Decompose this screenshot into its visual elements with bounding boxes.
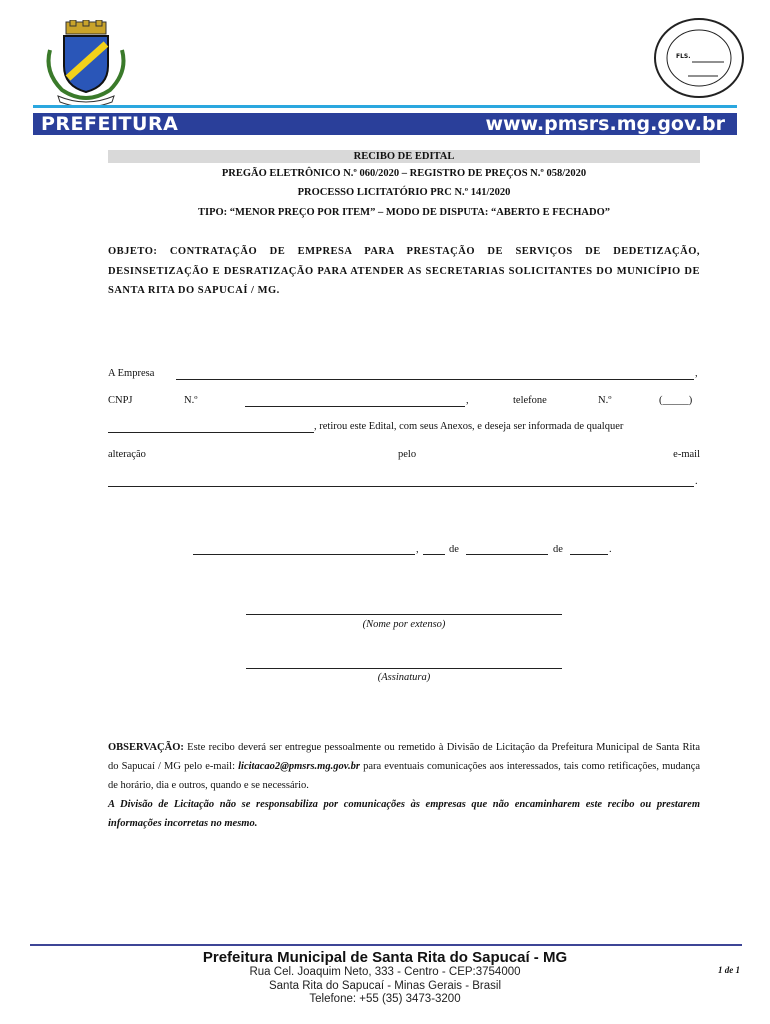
processo-line: PROCESSO LICITATÓRIO PRC N.º 141/2020	[297, 187, 511, 198]
observacao-text-2: para eventuais comunicações aos interessados, tais como retificações, mudança de horário, dia e outros, quando e se necessário.	[108, 761, 701, 791]
pregao-line: PREGÃO ELETRÔNICO N.º 060/2020 – REGISTRO DE PREÇOS N.º 058/2020	[221, 168, 587, 179]
empresa-field[interactable]	[176, 368, 694, 380]
website-link[interactable]: www.pmsrs.mg.gov.br	[485, 113, 725, 135]
objeto-paragraph: OBJETO: CONTRATAÇÃO DE EMPRESA PARA PRESTAÇÃO DE SERVIÇOS DE DEDETIZAÇÃO, DESINSETIZAÇÃO E DESRATIZAÇÃO PARA ATENDER AS SECRETARIAS SOLICITANTES DO MUNICÍPIO DE SANTA RITA DO SAPUCAÍ / MG.	[108, 246, 700, 296]
footer-name: Prefeitura Municipal de Santa Rita do Sapucaí - MG	[202, 949, 568, 966]
city-field[interactable]	[193, 544, 415, 555]
page-number: 1 de 1	[718, 965, 740, 975]
observacao-email[interactable]: licitacao2@pmsrs.mg.gov.br	[238, 761, 360, 772]
page-number-stamp	[652, 16, 746, 100]
alteracao-row	[108, 449, 700, 463]
month-field[interactable]	[466, 544, 548, 555]
footer-phone: Telefone: +55 (35) 3473-3200	[309, 993, 461, 1005]
date-de-2: de	[553, 544, 563, 555]
cnpj-field[interactable]	[245, 395, 465, 407]
empresa-row: A Empresa ,	[108, 368, 698, 379]
day-field[interactable]	[423, 544, 445, 555]
date-row: , de de .	[193, 544, 623, 558]
email-label: e-mail	[673, 449, 700, 460]
assinatura-signature-line[interactable]	[246, 668, 562, 669]
year-field[interactable]	[570, 544, 608, 555]
stamp-label: FLS.	[676, 53, 691, 60]
email-row: .	[108, 476, 700, 490]
cnpj-number-label: N.º	[184, 395, 198, 406]
footer-bar	[30, 944, 742, 946]
observacao-label: OBSERVAÇÃO:	[108, 742, 184, 753]
empresa-label: A Empresa	[108, 368, 155, 379]
nome-signature-line[interactable]	[246, 614, 562, 615]
brand-label: PREFEITURA	[41, 113, 179, 135]
observacao-text-1: Este recibo deverá ser entregue pessoalmente ou remetido à Divisão de Licitação da Prefeitura Municipal de Santa Rita do Sapucaí / MG pelo e-mail:	[108, 742, 700, 772]
nome-caption: (Nome por extenso)	[362, 619, 446, 630]
footer-city: Santa Rita do Sapucaí - Minas Gerais - Brasil	[268, 980, 502, 992]
pelo-label: pelo	[398, 449, 417, 460]
document-title: RECIBO DE EDITAL	[353, 151, 455, 162]
telefone-number-label: N.º	[598, 395, 612, 406]
observacao-paragraph	[108, 738, 700, 833]
footer-address: Rua Cel. Joaquim Neto, 333 - Centro - CEP:3754000	[249, 966, 521, 978]
stamp-seal-icon	[652, 16, 746, 100]
retirou-row	[108, 421, 700, 435]
alteracao-label: alteração	[108, 449, 146, 460]
assinatura-caption: (Assinatura)	[377, 672, 431, 683]
city-crest-logo	[40, 20, 132, 106]
cnpj-row: CNPJ N.º , telefone N.º (_____)	[108, 395, 693, 406]
header-band	[33, 113, 737, 135]
date-de-1: de	[449, 544, 459, 555]
telefone-field[interactable]: (_____)	[659, 395, 693, 406]
tipo-line: TIPO: “MENOR PREÇO POR ITEM” – MODO DE DISPUTA: “ABERTO E FECHADO”	[198, 207, 610, 218]
telefone-label: telefone	[513, 395, 547, 406]
retirou-text: , retirou este Edital, com seus Anexos, e deseja ser informada de qualquer	[314, 421, 624, 432]
observacao-note: A Divisão de Licitação não se responsabiliza por comunicações às empresas que não encaminharem este recibo ou prestarem informações incorretas no mesmo.	[108, 799, 700, 829]
header-accent-bar	[33, 105, 737, 108]
responsavel-field[interactable]	[108, 421, 314, 433]
cnpj-label: CNPJ	[108, 395, 133, 406]
email-field[interactable]	[108, 476, 694, 487]
